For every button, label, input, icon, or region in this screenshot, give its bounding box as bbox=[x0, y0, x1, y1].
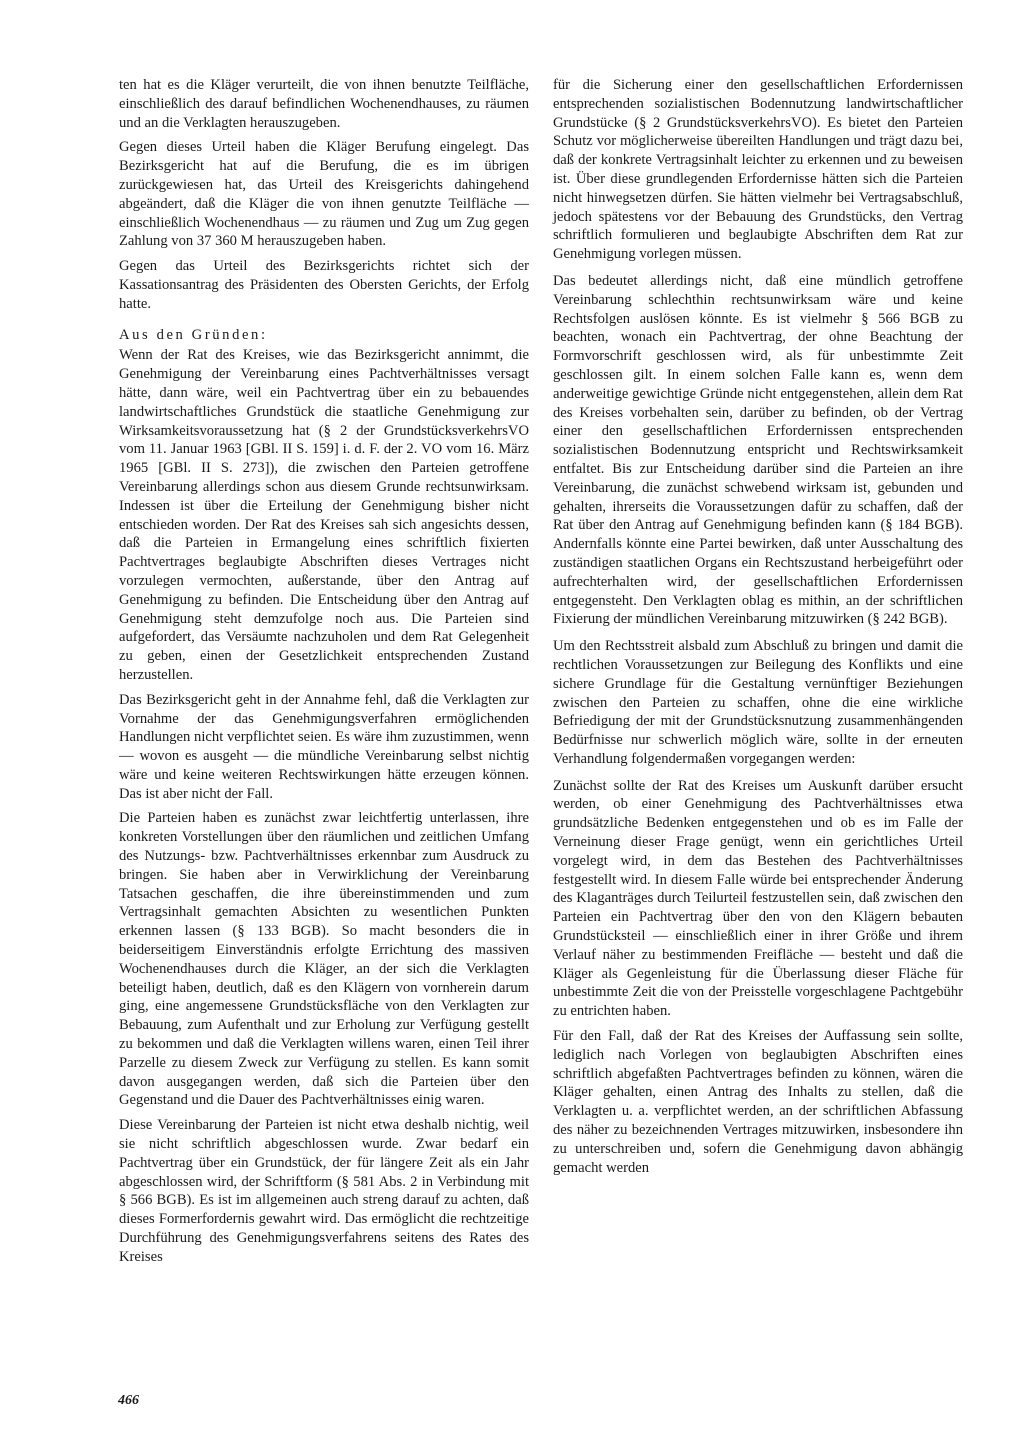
paragraph: Gegen das Urteil des Bezirksgerichts richtet sich der Kassationsantrag des Präsidenten des Obersten Gerichts, der Erfolg hatte. bbox=[119, 258, 529, 312]
paragraph: Um den Rechtsstreit alsbald zum Abschluß zu bringen und damit die rechtlichen Voraussetzungen zur Beilegung des Konflikts und eine sichere Grundlage für die Gestaltung vernünftiger Beziehungen zwischen den Parteien zu schaffen, ohne die eine wirkliche Befriedigung der mit der Grundstücksnutzung zusammenhängenden Bedürfnisse nur schwerlich möglich wäre, sollte in der erneuten Verhandlung folgendermaßen vorgegangen werden: bbox=[553, 638, 963, 767]
page-number: 466 bbox=[118, 1393, 139, 1408]
paragraph: Für den Fall, daß der Rat des Kreises der Auffassung sein sollte, lediglich nach Vorlegen von beglaubigten Abschriften eines schriftlich abgefaßten Pachtvertrages befinden zu können, wären die Kläger gehalten, einen Antrag des Inhalts zu stellen, daß die Verklagten u. a. verpflichtet werden, an der schriftlichen Abfassung des näher zu bezeichnenden Vertrages mitzuwirken, insbesondere ihn zu unterschreiben und, sofern die Genehmigung davon abhängig gemacht werden bbox=[553, 1028, 963, 1176]
paragraph: Das bedeutet allerdings nicht, daß eine mündlich getroffene Vereinbarung schlechthin rechtsunwirksam wäre und keine Rechtsfolgen auslösen könnte. Es ist vielmehr § 566 BGB zu beachten, wonach ein Pachtvertrag, der ohne Beachtung der Formvorschrift geschlossen wird, als für unbestimmte Zeit geschlossen gilt. In einem solchen Falle kann es, wenn dem anderweitige gewichtige Gründe nicht entgegenstehen, allein dem Rat des Kreises vorbehalten sein, darüber zu befinden, ob der Vertrag einer den gesellschaftlichen Erfordernissen entsprechenden sozialistischen Bodennutzung entspricht und Rechtswirksamkeit entfaltet. Bis zur Entscheidung darüber sind die Parteien an ihre Vereinbarung, die zunächst schwebend wirksam ist, gebunden und gehalten, ihrerseits die Voraussetzungen dafür zu schaffen, daß der Rat über den Antrag auf Genehmigung befinden kann (§ 184 BGB). Andernfalls könnte eine Partei bewirken, daß unter Ausschaltung des zuständigen staatlichen Organs ein Rechtszustand herbeigeführt oder aufrechterhalten wird, der gesellschaftlichen Erfordernissen entgegensteht. Den Verklagten oblag es mithin, an der schriftlichen Fixierung der mündlichen Vereinbarung mitzuwirken (§ 242 BGB). bbox=[553, 272, 963, 628]
right-column bbox=[553, 76, 963, 1183]
paragraph: Das Bezirksgericht geht in der Annahme fehl, daß die Verklagten zur Vornahme der das Genehmigungsverfahren ermöglichenden Handlungen nicht verpflichtet seien. Es wäre ihm zuzustimmen, wenn — wovon es ausgeht — die mündliche Vereinbarung selbst nichtig wäre und keine weiteren Rechtswirkungen hätte erzeugen können. Das ist aber nicht der Fall. bbox=[119, 691, 529, 802]
paragraph: Zunächst sollte der Rat des Kreises um Auskunft darüber ersucht werden, ob einer Genehmigung des Pachtverhältnisses etwa grundsätzliche Bedenken entgegenstehen und ob es im Falle der Verneinung dieser Frage genügt, wenn ein gerichtliches Urteil vorgelegt wird, in dem das Bestehen des Pachtverhältnisses festgestellt wird. In diesem Falle würde bei entsprechender Änderung des Klaganträges durch Teilurteil festzustellen sein, daß zwischen den Parteien ein Pachtvertrag über den von den Klägern bebauten Grundstücksteil — einschließlich einer in ihrer Größe und ihrem Verlauf näher zu bestimmenden Freifläche — besteht und daß die Kläger als Gegenleistung für die Überlassung dieser Fläche für unbestimmte Zeit die von der Preisstelle vorgeschlagene Pachtgebühr zu entrichten haben. bbox=[553, 777, 963, 1020]
paragraph: Diese Vereinbarung der Parteien ist nicht etwa deshalb nichtig, weil sie nicht schriftlich abgeschlossen wurde. Zwar bedarf ein Pachtvertrag über ein Grundstück, der für längere Zeit als ein Jahr abgeschlossen wird, der Schriftform (§ 581 Abs. 2 in Verbindung mit § 566 BGB). Es ist im allgemeinen auch streng darauf zu achten, daß dieses Formerfordernis gewahrt wird. Das ermöglicht die rechtzeitige Durchführung des Genehmigungsverfahrens seitens des Rates des Kreises bbox=[119, 1117, 529, 1265]
paragraph: Wenn der Rat des Kreises, wie das Bezirksgericht annimmt, die Genehmigung der Vereinbarung eines Pachtverhältnisses versagt hätte, dann wäre, weil ein Pachtvertrag über ein zu bebauendes landwirtschaftliches Grundstück die staatliche Genehmigung zur Wirksamkeitsvoraussetzung hat (§ 2 der GrundstücksverkehrsVO vom 11. Januar 1963 [GBl. II S. 159] i. d. F. der 2. VO vom 16. März 1965 [GBl. II S. 273]), die zwischen den Parteien getroffene Vereinbarung allerdings schon aus diesem Grunde rechtsunwirksam. Indessen ist über die Erteilung der Genehmigung bisher nicht entschieden worden. Der Rat des Kreises sah sich angesichts dessen, daß die Parteien in Ermangelung eines schriftlich fixierten Pachtvertrages beglaubigte Abschriften dieses Vertrages nicht vorzulegen vermochten, außerstande, über den Antrag auf Genehmigung zu befinden. Die Entscheidung über den Antrag auf Genehmigung steht demzufolge noch aus. Die Parteien sind aufgefordert, das Versäumte nachzuholen und dem Rat Gelegenheit zu geben, einen der Gesetzlichkeit entsprechenden Zustand herzustellen. bbox=[119, 347, 529, 683]
paragraph: Gegen dieses Urteil haben die Kläger Berufung eingelegt. Das Bezirksgericht hat auf die Berufung, die es im übrigen zurückgewiesen hat, das Urteil des Kreisgerichts dahingehend abgeändert, daß die Kläger die von ihnen genutzte Teilfläche — einschließlich Wochenendhaus — zu räumen und Zug um Zug gegen Zahlung von 37 360 M herauszugeben haben. bbox=[119, 139, 529, 250]
paragraph: ten hat es die Kläger verurteilt, die von ihnen benutzte Teilfläche, einschließlich des darauf befindlichen Wochenendhauses, zu räumen und an die Verklagten herauszugeben. bbox=[119, 77, 529, 131]
section-heading: Aus den Gründen: bbox=[119, 326, 268, 343]
paragraph: für die Sicherung einer den gesellschaftlichen Erfordernissen entsprechenden sozialistischen Bodennutzung landwirtschaftlicher Grundstücke (§ 2 GrundstücksverkehrsVO). Es bietet den Parteien Schutz vor möglicherweise übereilten Handlungen und trägt dazu bei, daß der konkrete Vertragsinhalt leichter zu erkennen und zu beweisen ist. Über diese grundlegenden Erfordernisse hätten sich die Parteien nicht hinwegsetzen dürfen. Sie hätten vielmehr bei Vertragsabschluß, jedoch spätestens vor der Bebauung des Grundstücks, den Vertrag schriftlich formulieren und beglaubigte Abschriften dem Rat zur Genehmigung vorlegen müssen. bbox=[553, 77, 963, 263]
left-column bbox=[119, 76, 529, 1273]
paragraph: Die Parteien haben es zunächst zwar leichtfertig unterlassen, ihre konkreten Vorstellungen über den räumlichen und zeitlichen Umfang des Nutzungs- bzw. Pachtverhältnisses erkennbar zum Ausdruck zu bringen. Sie haben aber in Verwirklichung der Vereinbarung Tatsachen geschaffen, die ihre übereinstimmenden und zum Vertragsinhalt gemachten Absichten zu wesentlichen Punkten erkennen lassen (§ 133 BGB). So macht besonders die in beiderseitigem Einverständnis erfolgte Errichtung des massiven Wochenendhauses durch die Kläger, an der sich die Verklagten beteiligt haben, deutlich, daß es den Klägern von vornherein darum ging, eine angemessene Grundstücksfläche von den Verklagten zur Bebauung, zum Aufenthalt und zur Erholung zur Verfügung gestellt zu bekommen und daß die Verklagten willens waren, einen Teil ihrer Parzelle zu diesem Zweck zur Verfügung zu stellen. Es kann somit davon ausgegangen werden, daß sich die Parteien über den Gegenstand und die Dauer des Pachtverhältnisses einig waren. bbox=[119, 810, 529, 1109]
